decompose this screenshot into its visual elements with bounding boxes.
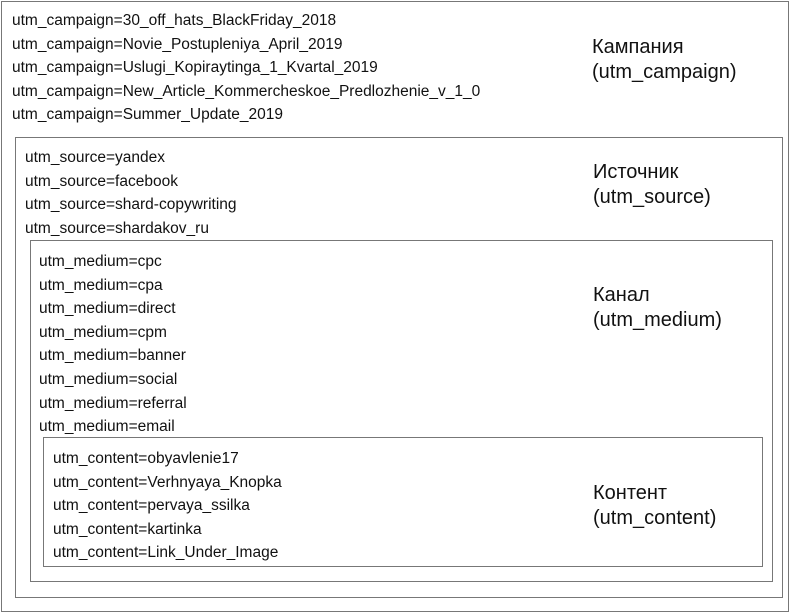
list-item: utm_content=Link_Under_Image (53, 544, 279, 562)
content-list (53, 447, 282, 565)
list-item: utm_source=shard-copywriting (25, 196, 237, 214)
medium-param: (utm_medium) (593, 309, 722, 331)
campaign-title: Кампания (592, 36, 684, 58)
list-item: utm_medium=email (39, 418, 175, 436)
list-item: utm_medium=referral (39, 394, 187, 412)
content-label (593, 481, 716, 531)
list-item: utm_campaign=Uslugi_Kopiraytinga_1_Kvartal_2019 (12, 59, 378, 77)
list-item: utm_source=yandex (25, 149, 166, 166)
list-item: utm_medium=cpc (39, 253, 162, 270)
list-item: utm_content=Verhnyaya_Knopka (53, 473, 282, 491)
list-item: utm_campaign=30_off_hats_BlackFriday_2018 (12, 12, 337, 29)
source-title: Источник (593, 161, 679, 183)
list-item: utm_medium=banner (39, 347, 186, 365)
list-item: utm_source=facebook (25, 172, 178, 190)
list-item: utm_content=obyavlenie17 (53, 450, 239, 467)
list-item: utm_medium=cpm (39, 323, 167, 341)
medium-label (593, 283, 722, 333)
list-item: utm_content=kartinka (53, 520, 202, 538)
source-label (593, 160, 711, 210)
campaign-label (592, 35, 737, 85)
source-param: (utm_source) (593, 186, 711, 208)
list-item: utm_campaign=Summer_Update_2019 (12, 106, 283, 124)
list-item: utm_campaign=Novie_Postupleniya_April_2019 (12, 35, 343, 53)
content-title: Контент (593, 482, 668, 504)
list-item: utm_medium=social (39, 370, 178, 388)
medium-title: Канал (593, 284, 650, 306)
campaign-param: (utm_campaign) (592, 61, 737, 83)
medium-list (39, 250, 187, 439)
list-item: utm_content=pervaya_ssilka (53, 497, 250, 515)
list-item: utm_source=shardakov_ru (25, 219, 209, 237)
list-item: utm_campaign=New_Article_Kommercheskoe_Predlozhenie_v_1_0 (12, 82, 481, 100)
list-item: utm_medium=direct (39, 300, 176, 318)
source-list (25, 146, 237, 240)
content-param: (utm_content) (593, 507, 717, 529)
list-item: utm_medium=cpa (39, 276, 163, 294)
campaign-list (12, 9, 480, 127)
